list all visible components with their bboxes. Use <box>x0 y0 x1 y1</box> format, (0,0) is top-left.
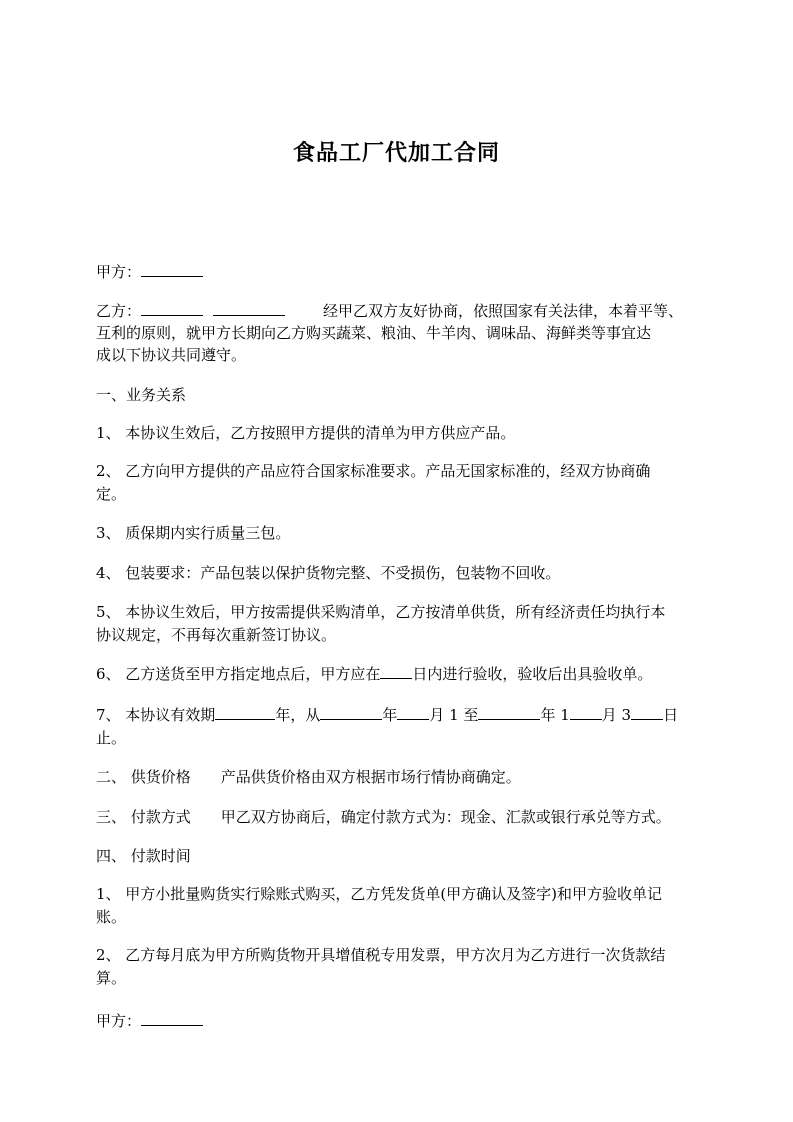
start-year-blank[interactable] <box>320 705 382 720</box>
s4-item-2-line-1: 2、 乙方每月底为甲方所购货物开具增值税专用发票，甲方次月为乙方进行一次货款结 <box>96 946 666 964</box>
party-b-blank-2[interactable] <box>213 301 285 316</box>
party-a-line <box>96 261 203 283</box>
start-month-blank[interactable] <box>397 705 429 720</box>
s1-item-2-line-1: 2、 乙方向甲方提供的产品应符合国家标准要求。产品无国家标准的，经双方协商确 <box>96 462 651 480</box>
s1-item-5-line-1: 5、 本协议生效后，甲方按需提供采购清单，乙方按清单供货，所有经济责任均执行本 <box>96 603 666 621</box>
s1-item-6-text-b: 日内进行验收，验收后出具验收单。 <box>412 665 653 683</box>
section-3-text: 甲乙双方协商后，确定付款方式为：现金、汇款或银行承兑等方式。 <box>220 808 671 826</box>
footer-party-a-line <box>96 1010 203 1032</box>
s4-item-2-line-2: 算。 <box>96 969 127 987</box>
party-a-blank[interactable] <box>141 262 203 277</box>
intro-line-2: 互利的原则，就甲方长期向乙方购买蔬菜、粮油、牛羊肉、调味品、海鲜类等事宜达 <box>96 324 652 342</box>
section-2 <box>96 766 521 788</box>
s1-item-7-p4: 月 1 至 <box>429 706 479 724</box>
section-2-label: 二、 供货价格 <box>96 768 191 786</box>
section-2-text: 产品供货价格由双方根据市场行情协商确定。 <box>220 768 521 786</box>
s1-item-7-p7: 日 <box>663 706 679 724</box>
footer-party-a-blank[interactable] <box>141 1011 203 1026</box>
s1-item-5-line-2: 协议规定，不再每次重新签订协议。 <box>96 626 337 644</box>
section-4-heading: 四、 付款时间 <box>96 847 191 865</box>
end-day-blank[interactable] <box>631 705 663 720</box>
s1-item-6-text-a: 6、 乙方送货至甲方指定地点后，甲方应在 <box>96 665 381 683</box>
validity-years-blank[interactable] <box>215 705 275 720</box>
s1-item-2-line-2: 定。 <box>96 485 127 503</box>
party-b-line <box>96 300 683 322</box>
end-year-blank[interactable] <box>478 705 540 720</box>
section-3 <box>96 806 671 828</box>
s4-item-1-line-1: 1、 甲方小批量购货实行赊账式购买，乙方凭发货单(甲方确认及签字)和甲方验收单记 <box>96 885 663 903</box>
intro-line-3: 成以下协议共同遵守。 <box>96 346 247 364</box>
party-b-blank-1[interactable] <box>141 301 203 316</box>
party-b-label: 乙方： <box>96 302 142 320</box>
s1-item-1: 1、 本协议生效后，乙方按照甲方提供的清单为甲方供应产品。 <box>96 424 516 442</box>
s4-item-1-line-2: 账。 <box>96 908 127 926</box>
s1-item-7-line-2: 止。 <box>96 729 127 747</box>
document-title: 食品工厂代加工合同 <box>292 141 500 166</box>
s1-item-7-p1: 7、 本协议有效期 <box>96 706 216 724</box>
s1-item-7-p2: 年，从 <box>275 706 321 724</box>
inspection-days-blank[interactable] <box>380 664 412 679</box>
section-3-label: 三、 付款方式 <box>96 808 191 826</box>
s1-item-7-p6: 月 3 <box>601 706 632 724</box>
s1-item-7-p3: 年 <box>382 706 398 724</box>
s1-item-7 <box>96 704 678 726</box>
section-1-heading: 一、业务关系 <box>96 386 187 404</box>
s1-item-4: 4、 包装要求：产品包装以保护货物完整、不受损伤，包装物不回收。 <box>96 564 561 582</box>
party-a-label: 甲方： <box>96 263 142 281</box>
s1-item-6 <box>96 663 652 685</box>
s1-item-3: 3、 质保期内实行质量三包。 <box>96 524 291 542</box>
footer-party-a-label: 甲方： <box>96 1012 142 1030</box>
intro-line-1: 经甲乙双方友好协商，依照国家有关法律，本着平等、 <box>323 302 684 320</box>
end-month-blank[interactable] <box>570 705 602 720</box>
s1-item-7-p5: 年 1 <box>540 706 570 724</box>
